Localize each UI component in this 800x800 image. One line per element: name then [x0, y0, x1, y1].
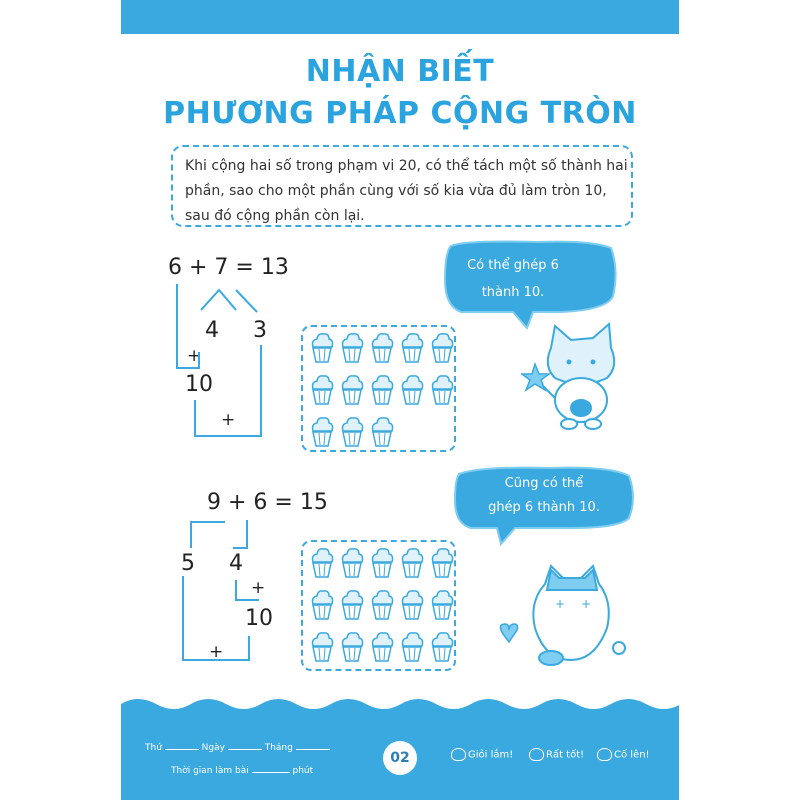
bubble-text-line: ghép 6 thành 10.: [488, 500, 600, 515]
cupcake-icon: [339, 588, 365, 622]
cupcake-icon: [309, 546, 335, 580]
page-number: 02: [383, 741, 417, 775]
bracket-line: [183, 576, 249, 660]
split-arrow: [201, 290, 236, 310]
example2-ten: 10: [245, 606, 273, 631]
cupcake-icon: [399, 588, 425, 622]
cupcake-icon: [339, 331, 365, 365]
cupcake-icon: [399, 373, 425, 407]
rating-label: Giỏi lắm!: [468, 749, 514, 761]
cupcake-icon: [369, 546, 395, 580]
example1-ten: 10: [185, 372, 213, 397]
rating-great[interactable]: [451, 748, 513, 761]
bracket-line: [236, 580, 259, 600]
month-label: Tháng: [264, 743, 293, 753]
cupcake-icon: [429, 546, 455, 580]
day-blank[interactable]: [165, 741, 199, 750]
example1-equation: 6 + 7 = 13: [168, 255, 289, 280]
minute-label: phút: [292, 766, 314, 776]
rating-try-harder[interactable]: [597, 748, 650, 761]
bubble-text-line: thành 10.: [481, 285, 545, 300]
page-title-line1: NHẬN BIẾT: [305, 54, 495, 89]
cupcake-icon: [429, 630, 455, 664]
rating-very-good[interactable]: [529, 748, 584, 761]
intro-line: sau đó cộng phần còn lại.: [185, 208, 365, 224]
cupcake-icon: [399, 630, 425, 664]
cat-face-icon: [451, 748, 466, 761]
cupcake-box-2: [301, 540, 456, 671]
cupcake-icon: [369, 331, 395, 365]
star-wand-icon: [522, 364, 549, 390]
example1-plus-small: +: [187, 346, 202, 366]
cupcake-icon: [309, 373, 335, 407]
example2-equation: 9 + 6 = 15: [207, 490, 328, 515]
bubble-text-line: Có thể ghép 6: [467, 258, 559, 273]
cupcake-icon: [429, 373, 455, 407]
bracket-line: [195, 345, 261, 436]
cupcake-icon: [309, 588, 335, 622]
page-title-line2: PHƯƠNG PHÁP CỘNG TRÒN: [163, 96, 637, 131]
cat-face-icon: [495, 562, 635, 672]
example2-plus-bottom: +: [209, 642, 224, 662]
cupcake-icon: [339, 373, 365, 407]
cupcake-icon: [339, 415, 365, 449]
time-blank[interactable]: [252, 764, 290, 773]
date-blank[interactable]: [228, 741, 262, 750]
month-blank[interactable]: [296, 741, 330, 750]
cupcake-icon: [309, 630, 335, 664]
cupcake-icon: [309, 331, 335, 365]
cupcake-icon: [339, 546, 365, 580]
intro-line: phần, sao cho một phần cùng với số kia vừa đủ làm tròn 10,: [185, 183, 607, 199]
svg-text:+: +: [555, 597, 566, 611]
cat-mascot-icon: [521, 320, 636, 430]
split-arrow: [191, 522, 225, 548]
example1-split-left: 4: [205, 318, 219, 343]
rating-label: Cố lên!: [614, 749, 650, 761]
day-label: Thứ: [145, 743, 162, 753]
example2-split-right: 4: [229, 551, 243, 576]
footer-date-row: [145, 741, 330, 753]
svg-text:+: +: [581, 597, 592, 611]
cupcake-icon: [399, 331, 425, 365]
bubble-text-line: Cũng có thể: [504, 476, 584, 491]
rating-label: Rất tốt!: [546, 749, 585, 761]
cupcake-icon: [429, 588, 455, 622]
bracket-line: [177, 284, 202, 368]
footer-time-row: [171, 764, 313, 776]
example2-split-left: 5: [181, 551, 195, 576]
example1-plus-bottom: +: [221, 410, 236, 430]
cupcake-box-1: [301, 325, 456, 452]
time-label: Thời gian làm bài: [171, 766, 249, 776]
example2-plus-small: +: [251, 578, 266, 598]
cupcake-icon: [369, 373, 395, 407]
cupcake-icon: [309, 415, 335, 449]
cupcake-icon: [429, 331, 455, 365]
workbook-page: [121, 0, 679, 800]
heart-icon: [500, 624, 517, 642]
cupcake-icon: [369, 630, 395, 664]
example1-split-right: 3: [253, 318, 267, 343]
cupcake-icon: [369, 415, 395, 449]
cat-face-icon: [597, 748, 612, 761]
cupcake-icon: [369, 588, 395, 622]
cupcake-icon: [339, 630, 365, 664]
cat-face-icon: [529, 748, 544, 761]
date-label: Ngày: [201, 743, 225, 753]
cupcake-icon: [399, 546, 425, 580]
intro-line: Khi cộng hai số trong phạm vi 20, có thể tách một số thành hai: [185, 158, 628, 174]
